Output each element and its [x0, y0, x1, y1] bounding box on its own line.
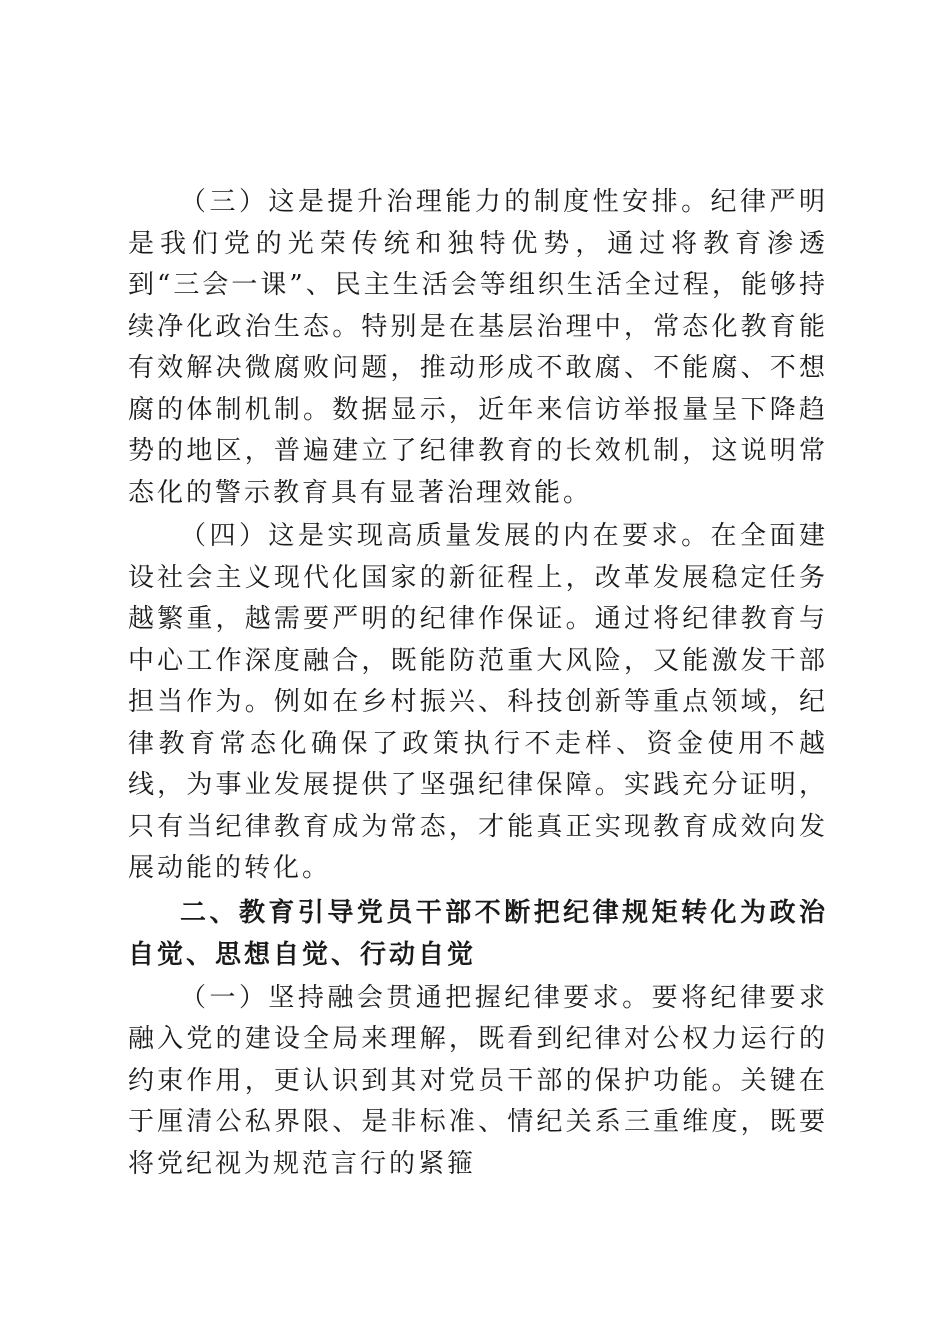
- paragraph-section-1-3: （三）这是提升治理能力的制度性安排。纪律严明是我们党的光荣传统和独特优势，通过将教育渗透到“三会一课”、民主生活会等组织生活全过程，能够持续净化政治生态。特别是在基层治理中，常态化教育能有效解决微腐败问题，推动形成不敢腐、不能腐、不想腐的体制机制。数据显示，近年来信访举报量呈下降趋势的地区，普遍建立了纪律教育的长效机制，这说明常态化的警示教育具有显著治理效能。: [128, 187, 828, 508]
- paragraph-section-1-4: （四）这是实现高质量发展的内在要求。在全面建设社会主义现代化国家的新征程上，改革发展稳定任务越繁重，越需要严明的纪律作保证。通过将纪律教育与中心工作深度融合，既能防范重大风险，又能激发干部担当作为。例如在乡村振兴、科技创新等重点领域，纪律教育常态化确保了政策执行不走样、资金使用不越线，为事业发展提供了坚强纪律保障。实践充分证明，只有当纪律教育成为常态，才能真正实现教育成效向发展动能的转化。: [128, 521, 828, 883]
- document-page: [128, 182, 828, 1185]
- paragraph-section-2-1: （一）坚持融会贯通把握纪律要求。要将纪律要求融入党的建设全局来理解，既看到纪律对公权力运行的约束作用，更认识到其对党员干部的保护功能。关键在于厘清公私界限、是非标准、情纪关系三重维度，既要将党纪视为规范言行的紧箍: [128, 982, 828, 1179]
- section-heading-2: 二、教育引导党员干部不断把纪律规矩转化为政治自觉、思想自觉、行动自觉: [128, 897, 828, 970]
